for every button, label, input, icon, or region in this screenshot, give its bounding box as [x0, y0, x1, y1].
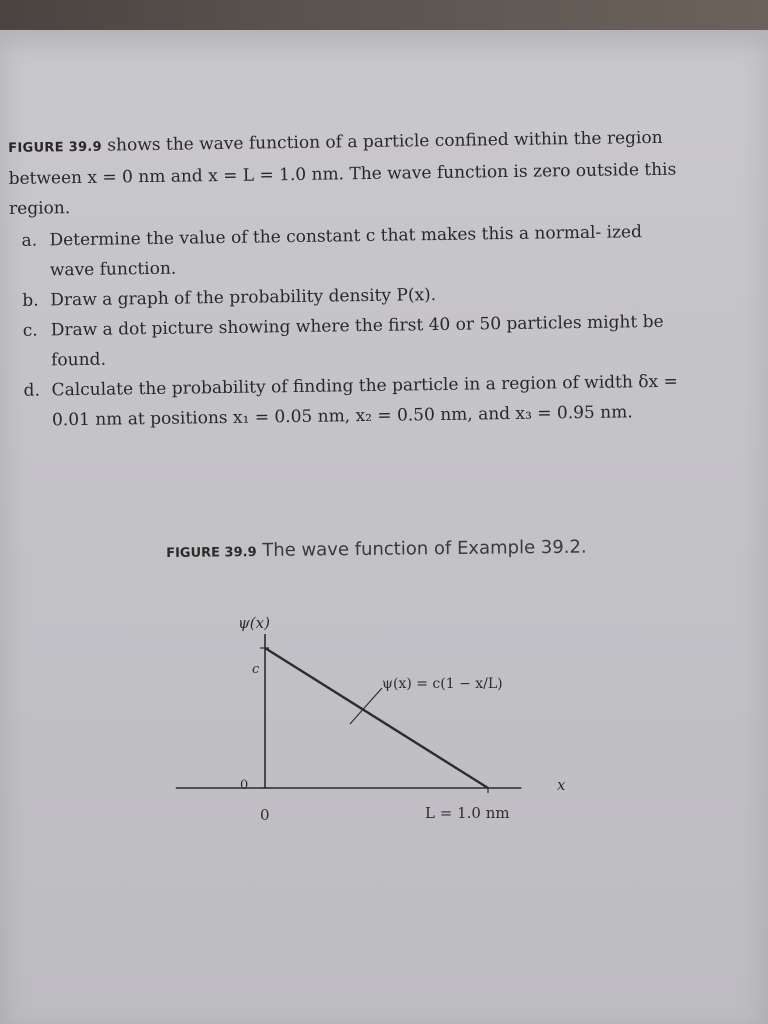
- y-zero-tick-label: 0: [240, 778, 249, 793]
- background-surface: [0, 0, 768, 30]
- problem-parts: [9, 216, 692, 435]
- part-text: Draw a graph of the probability density P(x).: [50, 285, 437, 311]
- x-zero-tick-label: 0: [260, 806, 270, 824]
- problem-statement: [8, 123, 692, 436]
- part-letter: c.: [22, 320, 38, 341]
- problem-lead: [8, 123, 689, 224]
- part-text: Draw a dot picture showing where the first 40 or 50 particles might be found.: [50, 311, 664, 371]
- problem-part-a: [9, 216, 690, 285]
- wave-function-plot: [170, 610, 590, 860]
- caption-text: The wave function of Example 39.2.: [256, 536, 587, 562]
- x-axis-label: x: [557, 776, 566, 794]
- problem-part-d: [11, 366, 692, 435]
- part-letter: b.: [22, 290, 39, 311]
- y-axis-label: ψ(x): [238, 614, 270, 632]
- textbook-page: [0, 30, 768, 1024]
- figure-reference: FIGURE 39.9: [8, 139, 103, 156]
- wave-function-line: [265, 648, 488, 788]
- L-tick-label: L = 1.0 nm: [425, 804, 510, 822]
- part-text: Determine the value of the constant c that makes this a normal- ized wave function.: [49, 222, 643, 281]
- part-letter: a.: [21, 230, 38, 251]
- wave-function-figure: [170, 610, 590, 860]
- c-tick-label: c: [252, 662, 260, 677]
- problem-part-c: [11, 306, 692, 375]
- part-text: Calculate the probability of finding the particle in a region of width δx = 0.01 nm at positions x₁ = 0.05 nm, x₂ = 0.50 nm, and x₃ = 0.95 nm.: [51, 371, 678, 431]
- curve-label: ψ(x) = c(1 − x/L): [382, 676, 503, 692]
- caption-label: FIGURE 39.9: [166, 545, 257, 561]
- figure-caption: [166, 534, 587, 567]
- part-letter: d.: [23, 380, 41, 401]
- problem-lead-text: shows the wave function of a particle confined within the region between x = 0 nm and x = L = 1.0 nm. The wave function is zero outside this region.: [8, 127, 677, 219]
